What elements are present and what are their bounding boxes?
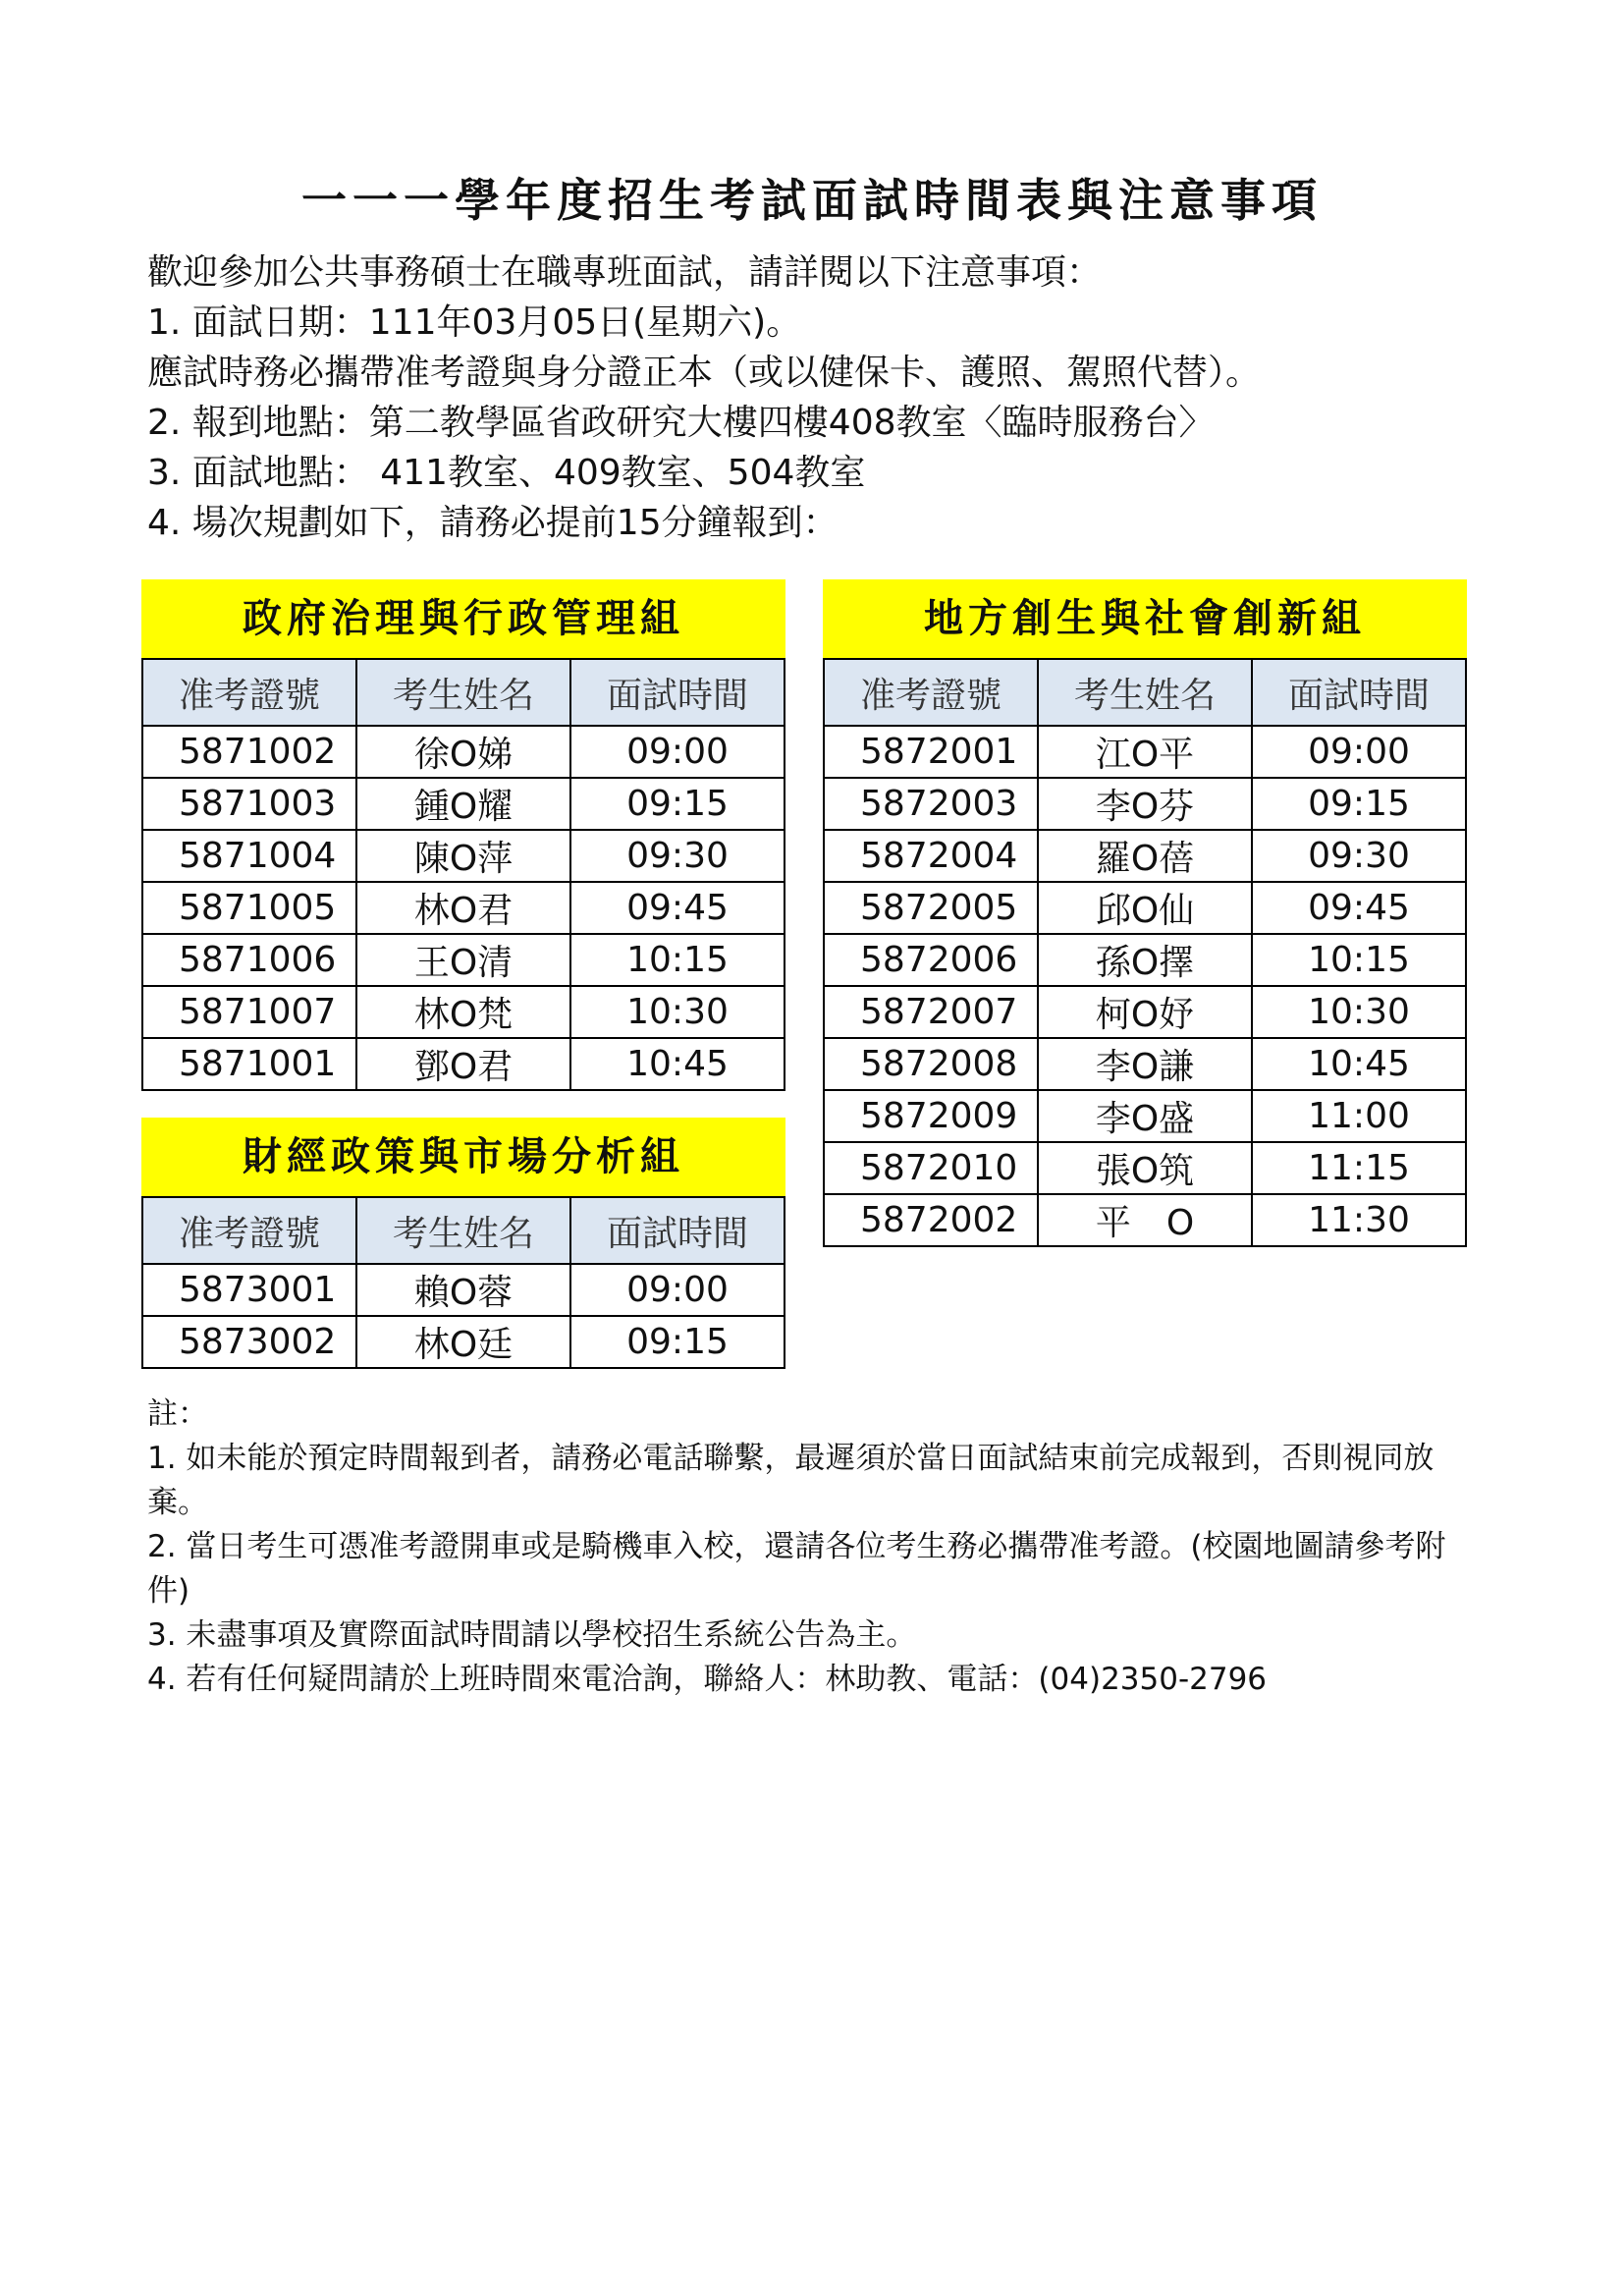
group-title: 政府治理與行政管理組: [141, 579, 785, 658]
intro-line: 應試時務必攜帶准考證與身分證正本（或以健保卡、護照、駕照代替）。: [147, 353, 1262, 393]
cell-exam-number: 5872001: [824, 726, 1038, 778]
cell-candidate-name: 李O芬: [1038, 778, 1252, 830]
cell-candidate-name: 陳O萍: [356, 830, 570, 882]
cell-candidate-name: 林O梵: [356, 986, 570, 1038]
cell-exam-number: 5872004: [824, 830, 1038, 882]
cell-candidate-name: 孫O擇: [1038, 934, 1252, 986]
cell-interview-time: 10:45: [570, 1038, 785, 1090]
table-row: [824, 1194, 1466, 1246]
column-header-id: 准考證號: [824, 659, 1038, 726]
cell-candidate-name: 林O廷: [356, 1316, 570, 1368]
cell-interview-time: 09:30: [1252, 830, 1466, 882]
cell-interview-time: 09:30: [570, 830, 785, 882]
schedule-table: [823, 658, 1467, 1247]
cell-exam-number: 5871003: [142, 778, 356, 830]
table-row: [824, 1038, 1466, 1090]
table-row: [142, 1316, 785, 1368]
page-title: 一一一學年度招生考試面試時間表與注意事項: [301, 174, 1323, 227]
cell-candidate-name: 賴O蓉: [356, 1264, 570, 1316]
table-row: [142, 1264, 785, 1316]
table-row: [142, 778, 785, 830]
notes-heading: 註：: [147, 1396, 208, 1432]
table-row: [142, 934, 785, 986]
cell-interview-time: 11:30: [1252, 1194, 1466, 1246]
column-header-id: 准考證號: [142, 1197, 356, 1264]
cell-exam-number: 5871001: [142, 1038, 356, 1090]
cell-candidate-name: 羅O蓓: [1038, 830, 1252, 882]
schedule-table: [141, 658, 785, 1091]
cell-candidate-name: 邱O仙: [1038, 882, 1252, 934]
column-header-name: 考生姓名: [356, 1197, 570, 1264]
cell-interview-time: 10:30: [570, 986, 785, 1038]
table-row: [824, 1090, 1466, 1142]
cell-candidate-name: 李O謙: [1038, 1038, 1252, 1090]
column-header-name: 考生姓名: [1038, 659, 1252, 726]
cell-candidate-name: 李O盛: [1038, 1090, 1252, 1142]
cell-exam-number: 5872003: [824, 778, 1038, 830]
notes-section: [147, 1393, 1453, 1702]
cell-candidate-name: 張O筑: [1038, 1142, 1252, 1194]
cell-interview-time: 10:15: [570, 934, 785, 986]
table-row: [824, 778, 1466, 830]
column-header-time: 面試時間: [1252, 659, 1466, 726]
cell-candidate-name: 王O清: [356, 934, 570, 986]
cell-candidate-name: 鍾O耀: [356, 778, 570, 830]
cell-exam-number: 5872008: [824, 1038, 1038, 1090]
cell-interview-time: 10:45: [1252, 1038, 1466, 1090]
group-gov: [141, 579, 785, 1091]
table-row: [824, 986, 1466, 1038]
cell-exam-number: 5872002: [824, 1194, 1038, 1246]
cell-interview-time: 11:00: [1252, 1090, 1466, 1142]
cell-interview-time: 09:00: [570, 726, 785, 778]
cell-interview-time: 09:15: [570, 778, 785, 830]
table-row: [142, 986, 785, 1038]
cell-interview-time: 09:15: [1252, 778, 1466, 830]
cell-candidate-name: 平 O: [1038, 1194, 1252, 1246]
cell-interview-time: 09:00: [1252, 726, 1466, 778]
cell-exam-number: 5872007: [824, 986, 1038, 1038]
table-row: [824, 882, 1466, 934]
table-row: [142, 1038, 785, 1090]
group-title: 財經政策與市場分析組: [141, 1118, 785, 1196]
note-item: 4. 若有任何疑問請於上班時間來電洽詢，聯絡人：林助教、電話：(04)2350-2796: [147, 1662, 1268, 1697]
column-header-time: 面試時間: [570, 659, 785, 726]
cell-interview-time: 09:45: [570, 882, 785, 934]
intro-line: 歡迎參加公共事務碩士在職專班面試，請詳閱以下注意事項：: [147, 252, 1103, 293]
cell-exam-number: 5873001: [142, 1264, 356, 1316]
cell-exam-number: 5872010: [824, 1142, 1038, 1194]
cell-interview-time: 11:15: [1252, 1142, 1466, 1194]
note-item: 3. 未盡事項及實際面試時間請以學校招生系統公告為主。: [147, 1617, 917, 1653]
cell-exam-number: 5871002: [142, 726, 356, 778]
intro-section: [147, 247, 1502, 548]
intro-line: 4. 場次規劃如下，請務必提前15分鐘報到：: [147, 503, 839, 543]
table-row: [142, 726, 785, 778]
cell-interview-time: 09:15: [570, 1316, 785, 1368]
cell-exam-number: 5871004: [142, 830, 356, 882]
cell-candidate-name: 林O君: [356, 882, 570, 934]
cell-exam-number: 5871005: [142, 882, 356, 934]
table-row: [824, 1142, 1466, 1194]
column-header-time: 面試時間: [570, 1197, 785, 1264]
column-header-id: 准考證號: [142, 659, 356, 726]
intro-line: 2. 報到地點：第二教學區省政研究大樓四樓408教室〈臨時服務台〉: [147, 403, 1215, 443]
cell-interview-time: 10:30: [1252, 986, 1466, 1038]
cell-exam-number: 5872006: [824, 934, 1038, 986]
cell-candidate-name: 江O平: [1038, 726, 1252, 778]
group-title: 地方創生與社會創新組: [823, 579, 1467, 658]
cell-exam-number: 5871006: [142, 934, 356, 986]
column-header-name: 考生姓名: [356, 659, 570, 726]
cell-interview-time: 09:45: [1252, 882, 1466, 934]
cell-exam-number: 5872005: [824, 882, 1038, 934]
table-row: [824, 934, 1466, 986]
cell-exam-number: 5873002: [142, 1316, 356, 1368]
group-finance: [141, 1118, 785, 1369]
table-row: [824, 726, 1466, 778]
cell-candidate-name: 徐O娣: [356, 726, 570, 778]
cell-candidate-name: 柯O妤: [1038, 986, 1252, 1038]
cell-exam-number: 5872009: [824, 1090, 1038, 1142]
cell-exam-number: 5871007: [142, 986, 356, 1038]
cell-candidate-name: 鄧O君: [356, 1038, 570, 1090]
group-local: [823, 579, 1467, 1247]
table-row: [142, 882, 785, 934]
schedule-table: [141, 1196, 785, 1369]
note-item: 2. 當日考生可憑准考證開車或是騎機車入校，還請各位考生務必攜帶准考證。(校園地圖請參考附件): [147, 1529, 1446, 1609]
table-row: [824, 830, 1466, 882]
table-row: [142, 830, 785, 882]
intro-line: 1. 面試日期：111年03月05日(星期六)。: [147, 302, 802, 343]
note-item: 1. 如未能於預定時間報到者，請務必電話聯繫，最遲須於當日面試結束前完成報到，否則視同放棄。: [147, 1441, 1435, 1520]
cell-interview-time: 09:00: [570, 1264, 785, 1316]
cell-interview-time: 10:15: [1252, 934, 1466, 986]
intro-line: 3. 面試地點： 411教室、409教室、504教室: [147, 453, 866, 493]
